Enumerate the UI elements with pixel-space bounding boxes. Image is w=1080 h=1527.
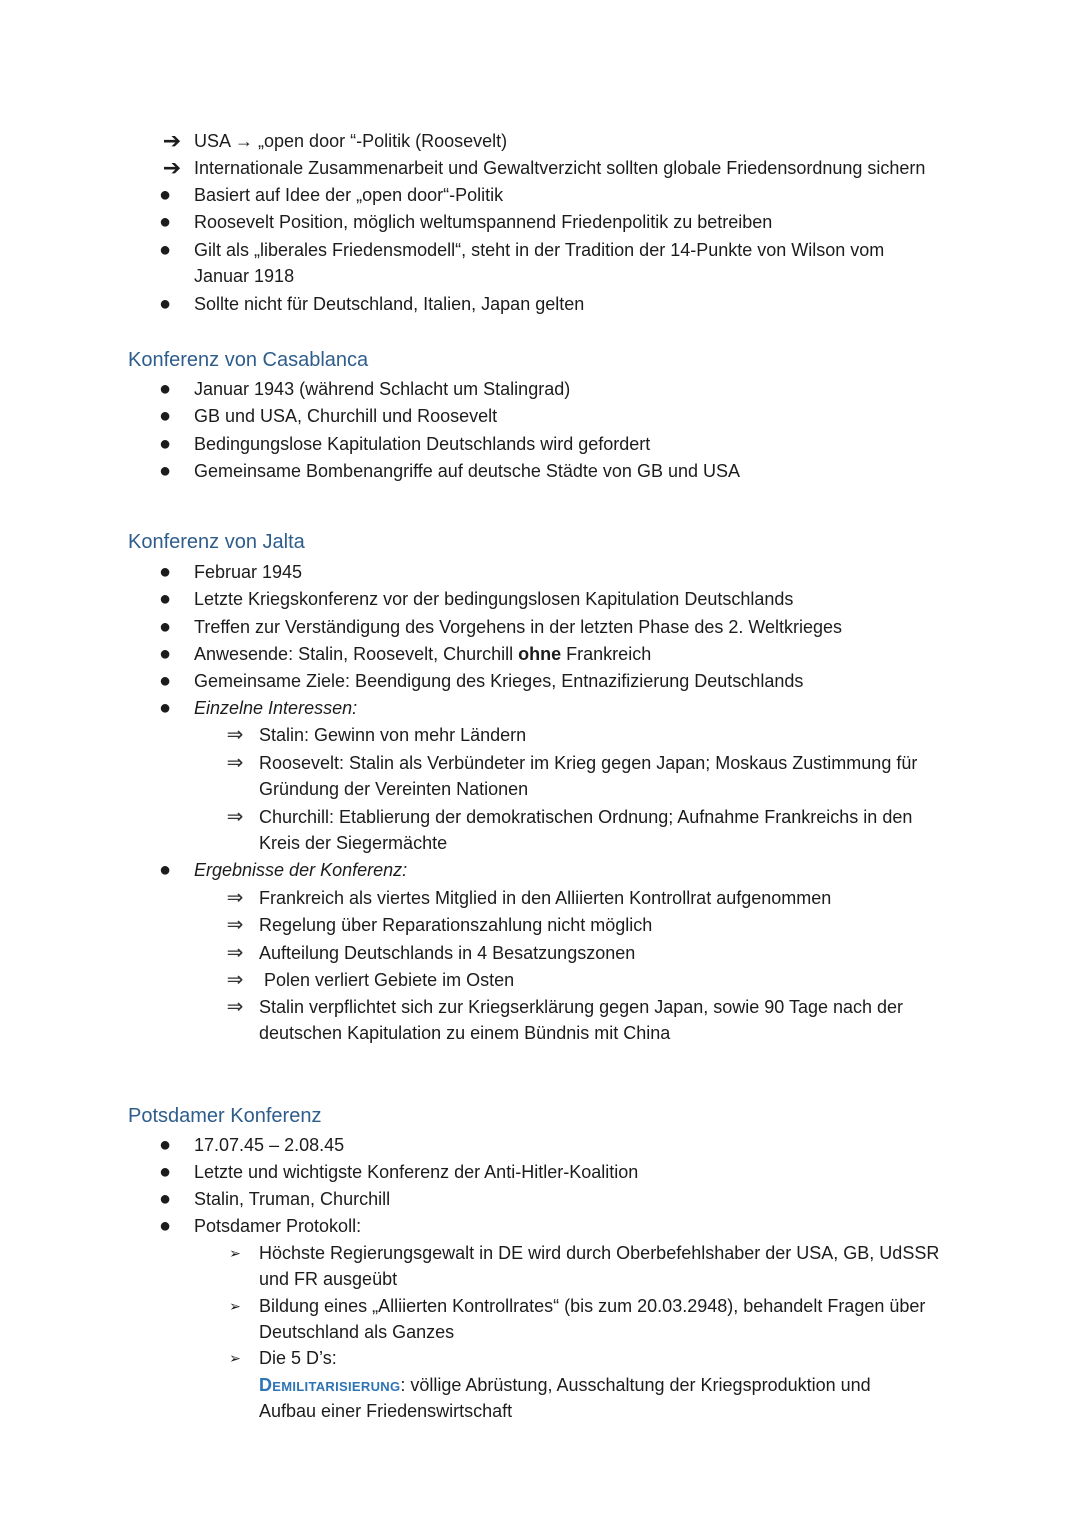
potsdam-item [0,1213,1080,1239]
interessen-continuation [0,776,1080,802]
casablanca-item [0,458,1080,484]
list-item-text: Gemeinsame Bombenangriffe auf deutsche Städte von GB und USA [194,461,740,481]
bullet-marker: ● [158,643,172,665]
bullet-marker: ● [158,697,172,719]
subheading-ergebnisse: Ergebnisse der Konferenz: [194,860,408,880]
list-item-text: Polen verliert Gebiete im Osten [259,970,515,990]
demilitarisierung-continuation [0,1398,1080,1424]
jalta-item [0,614,1080,640]
protokoll-item [0,1345,1080,1371]
triangle-marker: ➢ [229,1245,241,1261]
list-item-text: Frankreich als viertes Mitglied in den Alliierten Kontrollrat aufgenommen [259,888,832,908]
bullet-marker: ● [158,1134,172,1156]
demilitarisierung-line [0,1372,1080,1398]
interessen-item [0,722,1080,748]
list-item-text: Aufteilung Deutschlands in 4 Besatzungszonen [259,943,636,963]
demilitarisierung-term: Demilitarisierung [259,1375,401,1395]
list-item-text: Stalin verpflichtet sich zur Kriegserklärung gegen Japan, sowie 90 Tage nach der [259,997,904,1017]
bullet-marker: ● [158,211,172,233]
double-arrow-marker: ⇒ [226,724,244,746]
ergebnis-item [0,994,1080,1020]
anwesende-bold: ohne [518,644,562,664]
demilitarisierung-text: : völlige Abrüstung, Ausschaltung der Kriegsproduktion und [400,1375,871,1395]
subheading-interessen: Einzelne Interessen: [194,698,358,718]
jalta-item [0,586,1080,612]
list-item-text: Sollte nicht für Deutschland, Italien, Japan gelten [194,294,585,314]
bullet-marker: ● [158,616,172,638]
ergebnis-item [0,885,1080,911]
ergebnis-continuation [0,1020,1080,1046]
list-item-text: Treffen zur Verständigung des Vorgehens in der letzten Phase des 2. Weltkrieges [194,617,843,637]
list-item-text: Internationale Zusammenarbeit und Gewaltverzicht sollten globale Friedensordnung sichern [194,158,926,178]
protokoll-item [0,1293,1080,1319]
list-item-text: Januar 1943 (während Schlacht um Stalingrad) [194,379,571,399]
list-item-text: Februar 1945 [194,562,303,582]
casablanca-item [0,403,1080,429]
intro-bullet-item [0,237,1080,263]
bullet-marker: ● [158,588,172,610]
double-arrow-marker: ⇒ [226,806,244,828]
list-item-text: Höchste Regierungsgewalt in DE wird durch Oberbefehlshaber der USA, GB, UdSSR [259,1243,940,1263]
list-item-text [194,641,651,667]
list-item-text: Roosevelt: Stalin als Verbündeter im Krieg gegen Japan; Moskaus Zustimmung für [259,753,918,773]
double-arrow-marker: ⇒ [226,752,244,774]
ergebnis-item [0,912,1080,938]
list-item-text: Bildung eines „Alliierten Kontrollrates“ (bis zum 20.03.2948), behandelt Fragen über [259,1296,926,1316]
jalta-item-anwesende [0,641,1080,667]
protokoll-continuation [0,1266,1080,1292]
double-arrow-marker: ⇒ [226,969,244,991]
section-heading-potsdam: Potsdamer Konferenz [128,1105,322,1127]
bullet-marker: ● [158,561,172,583]
bullet-marker: ● [158,239,172,261]
double-arrow-marker: ⇒ [226,942,244,964]
list-item-text: Basiert auf Idee der „open door“-Politik [194,185,504,205]
jalta-item [0,559,1080,585]
interessen-continuation [0,830,1080,856]
list-item-text: Die 5 D’s: [259,1348,337,1368]
arrow-marker: ➔ [162,155,182,180]
list-item-text: Letzte und wichtigste Konferenz der Anti-Hitler-Koalition [194,1162,639,1182]
bullet-marker: ● [158,405,172,427]
potsdam-item [0,1186,1080,1212]
double-arrow-marker: ⇒ [226,996,244,1018]
potsdam-item [0,1159,1080,1185]
ergebnis-item [0,967,1080,993]
bullet-marker: ● [158,670,172,692]
list-item-text: Roosevelt Position, möglich weltumspannend Friedenpolitik zu betreiben [194,212,773,232]
list-item-text: Stalin: Gewinn von mehr Ländern [259,725,527,745]
arrow-marker: ➔ [162,128,182,153]
jalta-item-interessen [0,695,1080,721]
protokoll-item [0,1240,1080,1266]
list-item-text: GB und USA, Churchill und Roosevelt [194,406,498,426]
list-item-text: 17.07.45 – 2.08.45 [194,1135,345,1155]
list-item-text: Gründung der Vereinten Nationen [259,779,529,799]
bullet-marker: ● [158,378,172,400]
bullet-marker: ● [158,1215,172,1237]
casablanca-item [0,431,1080,457]
bullet-marker: ● [158,1161,172,1183]
anwesende-text: Anwesende: Stalin, Roosevelt, Churchill [194,644,519,664]
bullet-marker: ● [158,1188,172,1210]
list-item-text: Aufbau einer Friedenswirtschaft [259,1401,513,1421]
intro-bullet-item [0,291,1080,317]
list-item-text: USA → „open door “-Politik (Roosevelt) [194,131,508,151]
bullet-marker: ● [158,859,172,881]
double-arrow-marker: ⇒ [226,887,244,909]
list-item-text: Regelung über Reparationszahlung nicht möglich [259,915,653,935]
jalta-item-ergebnisse [0,857,1080,883]
double-arrow-marker: ⇒ [226,914,244,936]
list-item-text: Gemeinsame Ziele: Beendigung des Krieges, Entnazifizierung Deutschlands [194,671,804,691]
anwesende-text-end: Frankreich [561,644,652,664]
list-item-text: Stalin, Truman, Churchill [194,1189,391,1209]
list-item-text: Januar 1918 [194,266,295,286]
bullet-marker: ● [158,293,172,315]
interessen-item [0,804,1080,830]
potsdam-item [0,1132,1080,1158]
ergebnis-item [0,940,1080,966]
list-item-text: Potsdamer Protokoll: [194,1216,362,1236]
jalta-item [0,668,1080,694]
list-item-text: und FR ausgeübt [259,1269,398,1289]
triangle-marker: ➢ [229,1350,241,1366]
bullet-marker: ● [158,433,172,455]
section-heading-casablanca: Konferenz von Casablanca [128,349,369,371]
bullet-marker: ● [158,184,172,206]
list-item-text: Letzte Kriegskonferenz vor der bedingungslosen Kapitulation Deutschlands [194,589,794,609]
intro-arrow-item [0,155,1080,181]
list-item-text: Deutschland als Ganzes [259,1322,455,1342]
protokoll-continuation [0,1319,1080,1345]
list-item-text: Churchill: Etablierung der demokratischen Ordnung; Aufnahme Frankreichs in den [259,807,913,827]
list-item-text: deutschen Kapitulation zu einem Bündnis mit China [259,1023,671,1043]
intro-arrow-item [0,128,1080,154]
bullet-marker: ● [158,460,172,482]
casablanca-item [0,376,1080,402]
list-item-text: Kreis der Siegermächte [259,833,448,853]
triangle-marker: ➢ [229,1298,241,1314]
intro-continuation [0,263,1080,289]
interessen-item [0,750,1080,776]
intro-bullet-item [0,209,1080,235]
intro-bullet-item [0,182,1080,208]
list-item-text: Gilt als „liberales Friedensmodell“, steht in der Tradition der 14-Punkte von Wilson vom [194,240,885,260]
section-heading-jalta: Konferenz von Jalta [128,531,305,553]
list-item-text [259,1372,871,1398]
list-item-text: Bedingungslose Kapitulation Deutschlands wird gefordert [194,434,651,454]
